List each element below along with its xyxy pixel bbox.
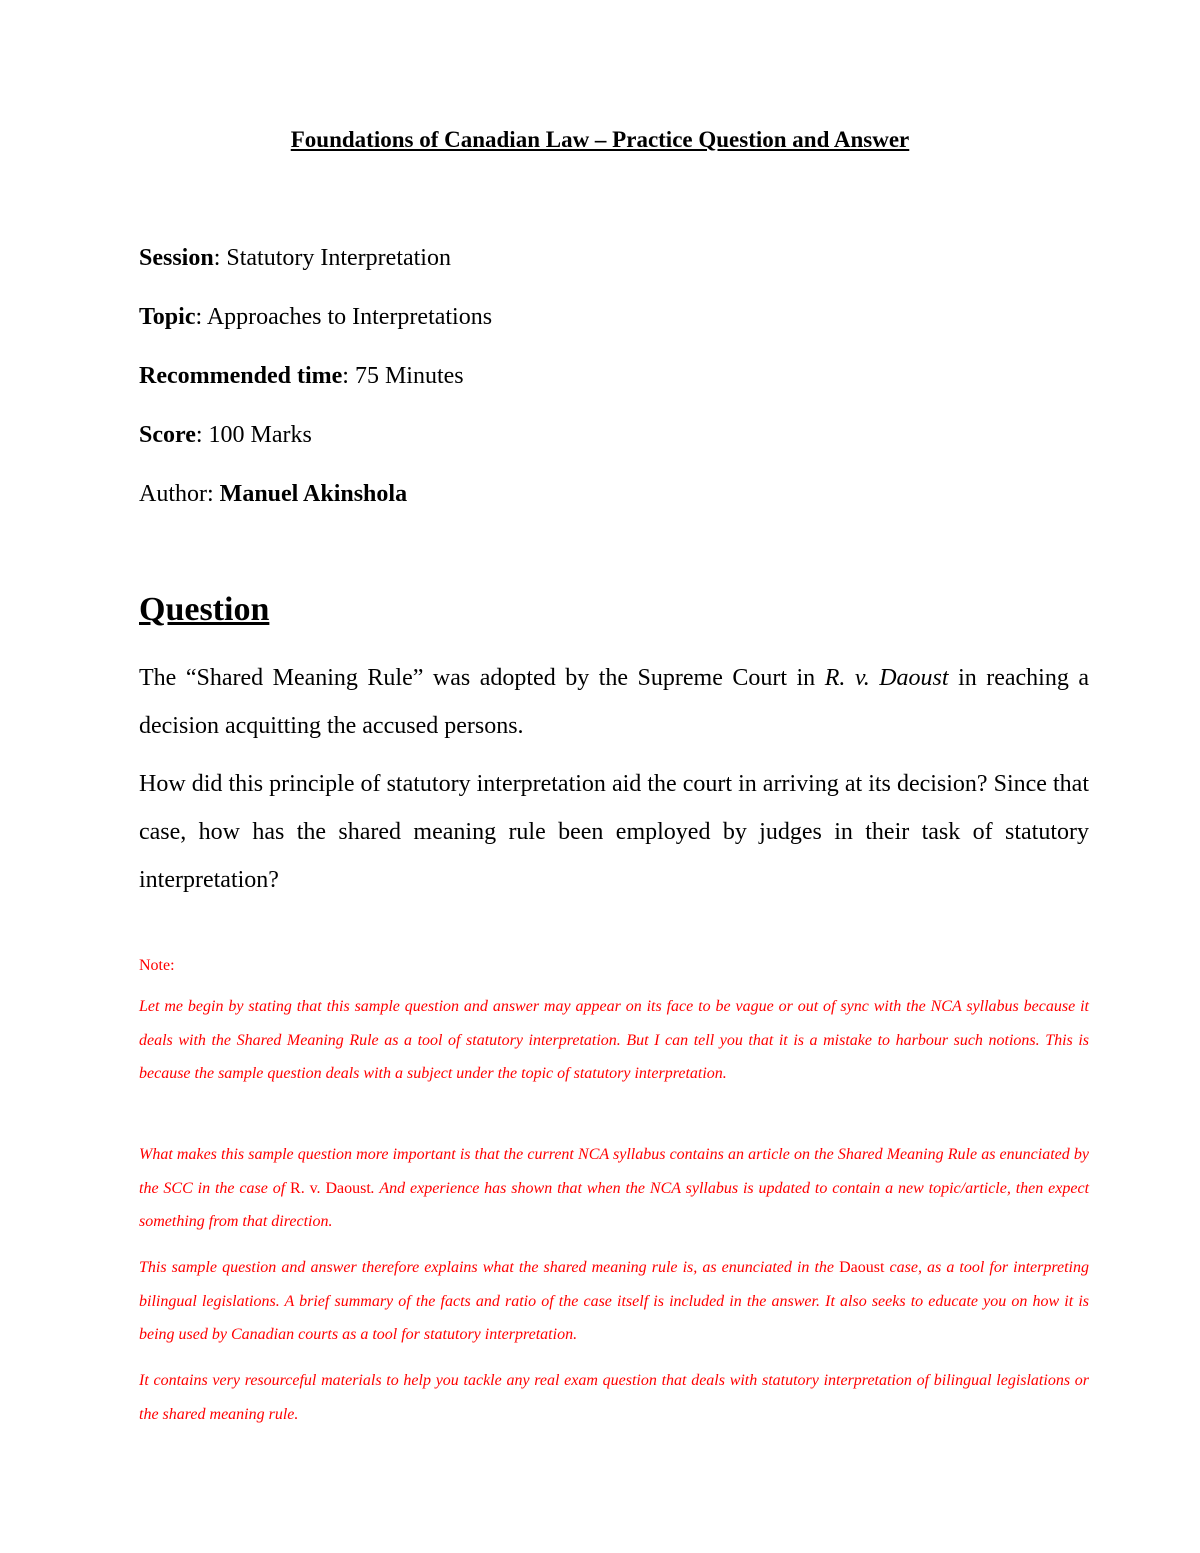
question-p1-after: in reaching a decision acquitting the accused persons. <box>139 665 1090 739</box>
session-line: Session: Statutory Interpretation <box>139 245 451 271</box>
question-heading: Question <box>139 591 270 628</box>
question-paragraph-1 <box>139 654 1089 750</box>
topic-line: Topic: Approaches to Interpretations <box>139 304 493 330</box>
note-paragraph-2 <box>139 1138 1089 1239</box>
score-line: Score: 100 Marks <box>139 422 312 448</box>
note-paragraph-3 <box>139 1251 1089 1352</box>
session-label: Session <box>139 245 214 271</box>
note-paragraph-1: Let me begin by stating that this sample question and answer may appear on its face to be vague or out of sync with the NCA syllabus because it deals with the Shared Meaning Rule as a tool of statutory interpretation. But I can tell you that it is a mistake to harbour such notions. This is because the sample question deals with a subject under the topic of statutory interpretation. <box>139 998 1089 1082</box>
note-p3-case: Daoust <box>839 1259 885 1276</box>
note-p2-after: . And experience has shown that when the NCA syllabus is updated to contain a new topic/article, then expect something from that direction. <box>139 1179 1090 1230</box>
note-paragraph-4: It contains very resourceful materials to help you tackle any real exam question that deals with statutory interpretation of bilingual legislations or the shared meaning rule. <box>139 1372 1089 1423</box>
question-paragraph-2: How did this principle of statutory interpretation aid the court in arriving at its decision? Since that case, how has the shared meaning rule been employed by judges in their task of statutory interpretation? <box>139 771 1089 893</box>
note-p2-case: R. v. Daoust <box>290 1179 371 1197</box>
author-label: Author: <box>139 481 214 507</box>
topic-label: Topic <box>139 304 196 330</box>
time-line: Recommended time: 75 Minutes <box>139 363 464 389</box>
score-label: Score <box>139 422 196 448</box>
session-value: Statutory Interpretation <box>226 245 451 271</box>
case-name: R. v. Daoust <box>824 665 949 691</box>
topic-value: Approaches to Interpretations <box>206 304 493 330</box>
time-label: Recommended time <box>139 363 343 389</box>
question-p1-before: The “Shared Meaning Rule” was adopted by the Supreme Court in <box>139 665 825 691</box>
note-p3-after: case, as a tool for interpreting bilingual legislations. A brief summary of the facts and ratio of the case itself is included in the answer. It also seeks to educate you on how it is being used by Canadian courts as a tool for statutory interpretation. <box>139 1259 1089 1343</box>
time-value: 75 Minutes <box>354 363 464 389</box>
score-value: 100 Marks <box>208 422 312 448</box>
note-p3-before: This sample question and answer therefore explains what the shared meaning rule is, as enunciated in the <box>139 1259 840 1276</box>
note-p2-before: What makes this sample question more important is that the current NCA syllabus contains an article on the Shared Meaning Rule as enunciated by the SCC in the case of <box>139 1146 1089 1197</box>
document-title: Foundations of Canadian Law – Practice Question and Answer <box>290 127 910 152</box>
author-line <box>139 478 407 510</box>
note-label: Note: <box>139 957 175 974</box>
author-value: Manuel Akinshola <box>219 481 408 507</box>
